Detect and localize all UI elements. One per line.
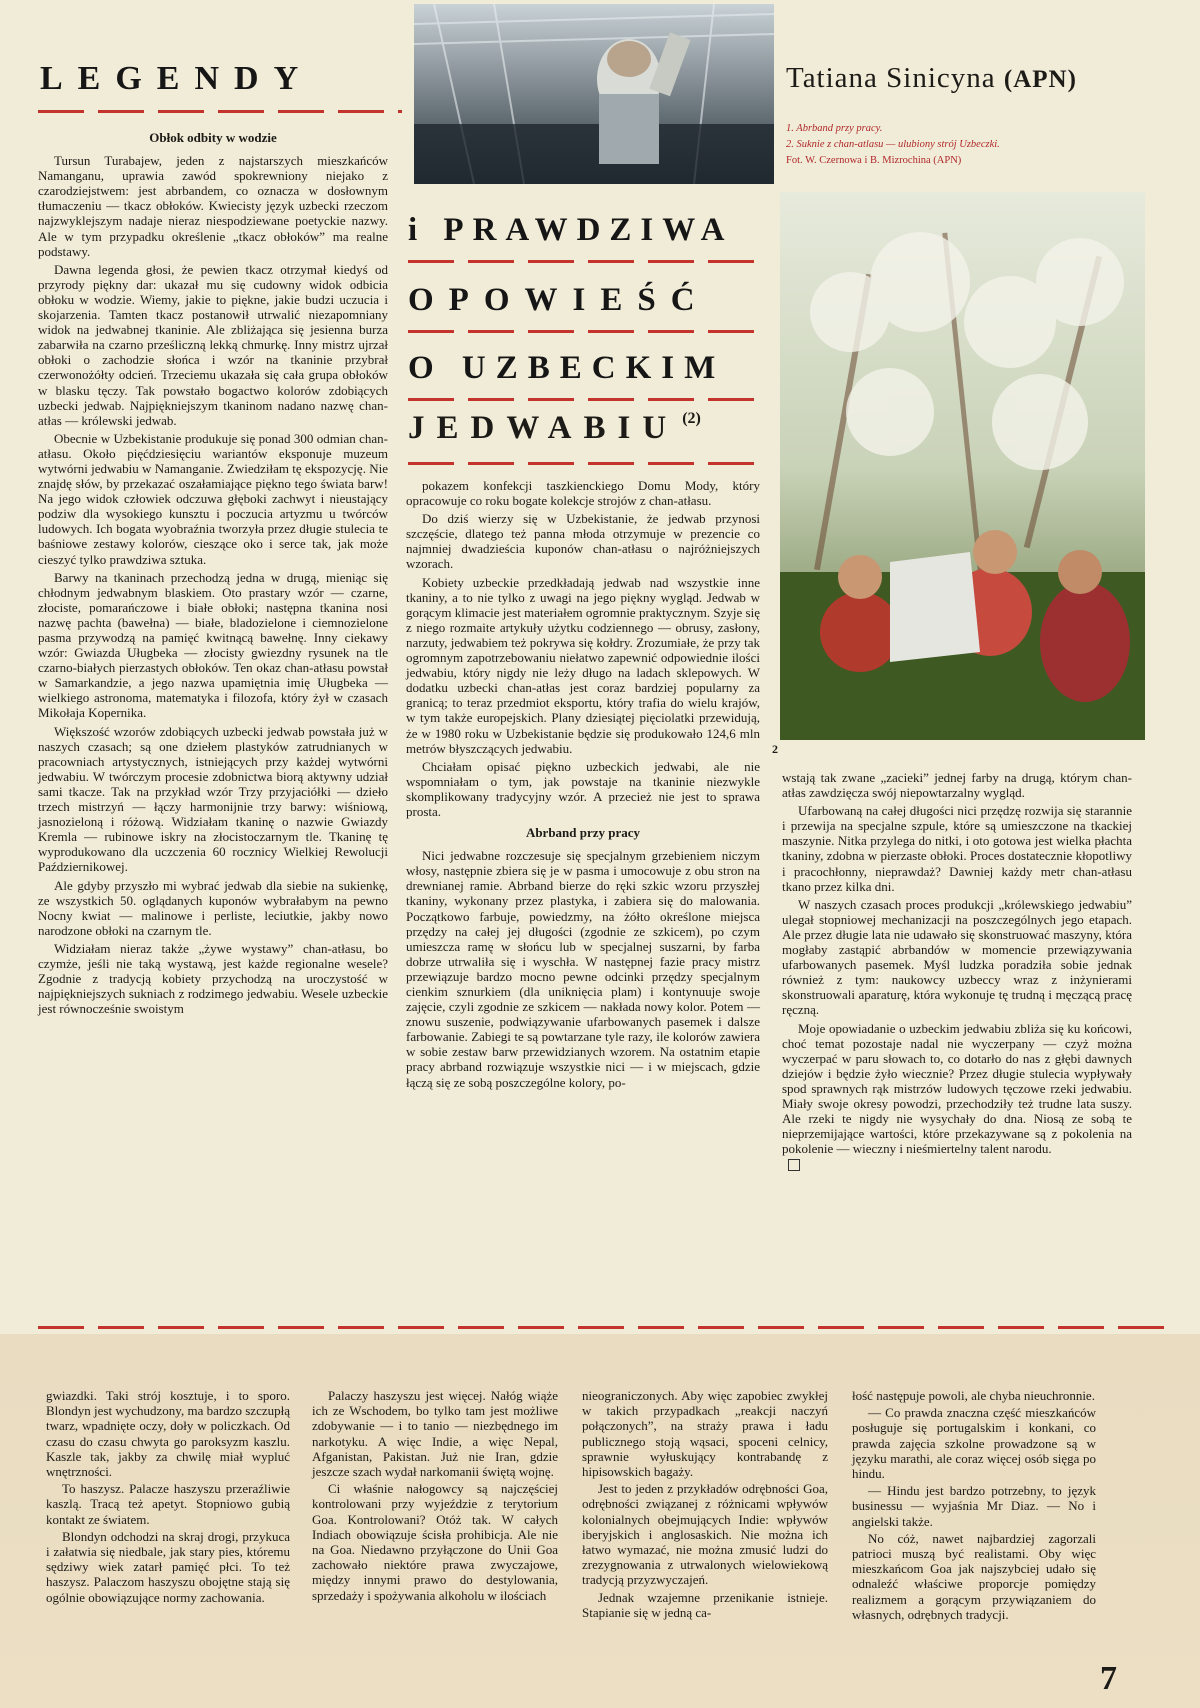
end-mark xyxy=(788,1159,800,1171)
title-line-3: O UZBECKIM xyxy=(408,350,726,386)
lower-column-4 xyxy=(852,1388,1096,1624)
lower-c1-p2: To haszysz. Palacze haszyszu przeraźliwie kaszlą. Tracą też apetyt. Stopniowo gubią kontakt ze światem. xyxy=(46,1481,290,1527)
col1-p5: Większość wzorów zdobiących uzbecki jedwab powstała już w naszych czasach; są one dziełem plastyków zatrudnianych w pracowniach artystycznych, istniejących przy każdej wytwórni jedwabiu. W twórczym procesie zdobnictwa biorą aktywny udział sami tkacze. Tak na przykład wzór Trzy przyjaciółki — dzieło trzech mistrzyń — łączy harmonijnie trzy barwy: wiśniową, jasnozieloną i różową. Widziałam tkaninę o nazwie Gwiazdy Kremla — rubinowe iskry na złocistoczarnym tle. Tkaninę tę wyprodukowano dla uczczenia 60 rocznicy Wielkiej Rewolucji Październikowej. xyxy=(38,723,388,875)
title-line-4: JEDWABIU xyxy=(408,410,679,446)
title-rule-3 xyxy=(408,398,768,401)
subhead-abrband: Abrband przy pracy xyxy=(525,825,641,841)
legendy-rule xyxy=(38,110,402,113)
title-rule-2 xyxy=(408,330,768,333)
title-rule-1 xyxy=(408,260,768,263)
lower-c2-p2: Ci właśnie nałogowcy są najczęściej kontrolowani przy wyjeździe z terytorium Goa. Kontrolowani? Otóż tak. W całych Indiach obowiązuje ścisła prohibicja. Ale nie na Goa. Niedawno przyłączone do Unii Goa zachowało niektóre prawa zwyczajowe, między innymi prawo do destylowania, sprzedaży i spożywania alkoholu w ilościach xyxy=(312,1481,558,1603)
lower-column-3 xyxy=(582,1388,828,1622)
lower-c4-p3: — Hindu jest bardzo potrzebny, to język businessu — wyjaśnia Mr Diaz. — No i angielski także. xyxy=(852,1483,1096,1529)
column-2 xyxy=(406,478,760,1093)
lower-c2-p1: Palaczy haszyszu jest więcej. Nałóg wiąże ich ze Wschodem, bo tylko tam jest możliwe zdobywanie — i to tanio — niezbędnego im narkotyku. A więc Indie, a więc Nepal, Afganistan, Pakistan. Już nie Iran, gdzie jeszcze szach wydał narkomanii świętą wojnę. xyxy=(312,1388,558,1480)
col1-p3: Obecnie w Uzbekistanie produkuje się ponad 300 odmian chan-atłasu. Około pięćdziesięciu wariantów eksponuje muzeum wytwórni jedwabiu w Namanganie. Zwiedziłam tę ekspozycję. Nie znajdę słów, by przekazać oszałamiające piękno tego świata barw! Na jego widok człowiek odczuwa głęboki zachwyt i nieustający podziw dla wysokiego kunsztu i poczucia artyzmu u twórców ludowych. Ich bogata wyobraźnia tworzyła przez długie stulecia te baśniowe zestawy kolorów, cieszące oko i serce tak, jak może cieszyć tylko prawdziwa sztuka. xyxy=(38,430,388,567)
author-line xyxy=(786,62,1077,95)
col1-p4: Barwy na tkaninach przechodzą jedna w drugą, mieniąc się chłodnym jedwabnym blaskiem. Oto prastary wzór — czarne, złociste, pomarańczowe i białe obłoki; następna tkanina nosi nazwę pachta (bawełna) — białe, bladozielone i ciemnozielone pasma przywodzą na pamięć kwitnącą bawełnę. Inny ciekawy wzór: Gwiazda Uługbeka — złocisty gwiezdny rysunek na tle czarno-białych pierzastych obłoków. Ten okaz chan-atłasu powstał w Samarkandzie, a jego nazwa upamiętnia imię Uługbeka — wielkiego astronoma, matematyka i filozofa, który żył w czasach Mikołaja Kopernika. xyxy=(38,569,388,721)
lower-c1-p3: Blondyn odchodzi na skraj drogi, przykuca i załatwia się niedbale, jak stary pies, któremu sędziwy wiek zatarł pamięć płci. To też haszysz. Palaczom haszyszu obojętne stają się ogólnie obowiązujące normy zachowania. xyxy=(46,1528,290,1605)
col2-p1: pokazem konfekcji taszkienckiego Domu Mody, który opracowuje co roku bogate kolekcje strojów z chan-atłasu. xyxy=(406,478,760,509)
title-part: (2) xyxy=(682,410,701,427)
lower-c4-p2: — Co prawda znaczna część mieszkańców posługuje się portugalskim i konkani, co prawda zajęcia szkolne prowadzone są w języku marathi, ale coraz więcej osób sięga po hindu. xyxy=(852,1405,1096,1482)
col1-p7: Widziałam nieraz także „żywe wystawy” chan-atłasu, bo czymże, jeśli nie taką wystawą, jest każde regionalne wesele? Zgodnie z tradycją kobiety przychodzą na uroczystość w najpiękniejszych sukniach z rodzimego jedwabiu. Wesele uzbeckie jest równocześnie swoistym xyxy=(38,940,388,1017)
subhead-oblok: Obłok odbity w wodzie xyxy=(149,130,277,145)
lower-c1-p1: gwiazdki. Taki strój kosztuje, i to sporo. Blondyn jest wychudzony, ma bardzo szczupłą twarz, wpadnięte oczy, doły w policzkach. Od czasu do czasu chwyta go paroksyzm kaszlu. Kaszle tak, jakby za chwilę miał wypluć wnętrzności. xyxy=(46,1388,290,1480)
page-number: 7 xyxy=(1100,1660,1117,1697)
lower-c3-p3: Jednak wzajemne przenikanie istnieje. Stapianie się w jedną ca- xyxy=(582,1589,828,1620)
author-agency: (APN) xyxy=(1003,66,1077,93)
legendy-heading: LEGENDY xyxy=(40,60,314,97)
col2-p5: Nici jedwabne rozczesuje się specjalnym grzebieniem niczym włosy, następnie zbiera się je w pasma i umocowuje z obu stron na drewnianej ramie. Abrband bierze do ręki szkic wzoru przyszłej tkaniny, wykonany przez plastyka, i zabiera się do malowania. Początkowo farbuje, powiedzmy, na żółto określone miejsca przędzy na całej jej długości (zgodnie ze szkicem), po czym umieszcza ramę w słońcu lub w specjalnej suszarni, by farba dobrze utrwaliła się i wyschła. W następnej fazie pracy mistrz przewiązuje bardzo mocno pewne odcinki przędzy specjalnym cienkim sznurkiem (dla uniknięcia plam) i kontynuuje swoje zajęcie, czyli zgodnie ze szkicem — nakłada nowy kolor. Potem — znowu suszenie, podwiązywanie ufarbowanych pasemek i dalsze farbowanie. Zabiegi te są powtarzane tyle razy, ile kolorów zawiera w sobie zestaw barw przewidzianych wzorem. Na ostatnim etapie pracy abrband rozwiązuje wszystkie nici — i w miejscach, gdzie łączą się ze sobą poszczególne kolory, po- xyxy=(406,848,760,1090)
photo-uzbek-women xyxy=(780,192,1145,740)
photo-abrband-image xyxy=(414,4,774,184)
title-line-2: OPOWIEŚĆ xyxy=(408,282,710,318)
photo2-number: 2 xyxy=(772,742,778,756)
col2-p2: Do dziś wierzy się w Uzbekistanie, że jedwab przynosi szczęście, dlatego też panna młoda otrzymuje w prezencie co najmniej dwadzieścia kuponów chan-atłasu o najróżniejszych wzorach. xyxy=(406,511,760,572)
caption-2: 2. Suknie z chan-atlasu — ulubiony strój Uzbeczki. xyxy=(786,139,1000,150)
lower-column-2 xyxy=(312,1388,558,1605)
caption-1: 1. Abrband przy pracy. xyxy=(786,123,883,134)
col2-p3: Kobiety uzbeckie przedkładają jedwab nad wszystkie inne tkaniny, a to nie tylko z uwagi na jego piękny wygląd. Jedwab w gorącym klimacie jest materiałem ogromnie praktycznym. Szyje się z niego rozmaite artykuły użytku codziennego — obrusy, zasłony, narzuty, jedwabiem też pokrywa się kołdry. Zrozumiałe, że przy tak ogromnym zapotrzebowaniu niełatwo zapewnić odpowiednie ilości jedwabiu, który nigdy nie leży długo na ladach sklepowych. W dodatku uzbecki chan-atłas jest coraz bardziej popularny za granicą; to teraz przedmiot eksportu, który trafia do wielu krajów, w tym także europejskich. Plany dziesiątej pięciolatki przewidują, że w 1980 roku w Uzbekistanie będzie się produkowało 124,6 mln metrów błyszczących jedwabiu. xyxy=(406,574,760,756)
title-line-1: i PRAWDZIWA xyxy=(408,212,734,248)
photo-abrband xyxy=(414,4,774,184)
lower-c3-p2: Jest to jeden z przykładów odrębności Goa, odrębności związanej z różnicami wpływów kolonialnych obejmujących Indie: wpływów iberyjskich i anglosaskich. Nie można ich łatwo wymazać, nie można zmusić ludzi do zrezygnowania z utrwalonych wielowiekową tradycją przyzwyczajeń. xyxy=(582,1481,828,1588)
title-rule-4 xyxy=(408,462,768,465)
col1-p6: Ale gdyby przyszło mi wybrać jedwab dla siebie na sukienkę, ze wszystkich 50. oglądanych kuponów wybrałabym na pewno Nocny kwiat — malinowe i perliste, leciutkie, jakby nowo narodzone obłoki na czarnym tle. xyxy=(38,877,388,938)
lower-c4-p4: No cóż, nawet najbardziej zagorzali patrioci muszą być realistami. Oby więc mieszkańcom Goa jak najszybciej udało się odnaleźć właściwe proporcje pomiędzy realizmem a gorącym przywiązaniem do własnych, odrębnych tradycji. xyxy=(852,1530,1096,1622)
title-line-4-wrap xyxy=(408,410,701,447)
col3-p3: W naszych czasach proces produkcji „królewskiego jedwabiu” ulegał stopniowej mechanizacji na poszczególnych jego etapach. Ale przez długie lata nie udawało się skonstruować maszyny, która mogłaby zastąpić abrbandów w momencie przewiązywania ufarbowanych pasemek. Myśl ludzka poradziła sobie jednak również z tym: naukowcy uzbeccy wraz z inżynierami skonstruowali aparaturę, która wykonuje tę trudną i męczącą pracę ręczną. xyxy=(782,896,1132,1018)
lower-column-1 xyxy=(46,1388,290,1607)
author-name: Tatiana Sinicyna xyxy=(786,62,996,94)
column-1 xyxy=(38,124,388,1019)
col1-p1: Tursun Turabajew, jeden z najstarszych mieszkańców Namanganu, uprawia zawód spokrewniony niejako z czarodziejstwem: jest abrbandem, co oznacza w dosłownym tłumaczeniu — tkacz obłoków. Kwiecisty język uzbecki rzeczom najzwyklejszym nadaje nieraz niespodziewane poetyckie nazwy. Ale w tym przypadku określenie „tkacz obłoków” ma realne podstawy. xyxy=(38,153,388,259)
col3-p4: Moje opowiadanie o uzbeckim jedwabiu zbliża się ku końcowi, choć temat pozostaje nadal nie wyczerpany — czyż można wyczerpać w paru słowach to, co dotarło do nas z głębi dawnych dziejów i będzie żyło wiecznie? Przez długie stulecia wypływały spod sprawnych rąk mistrzów ludowych tęczowe rzeki jedwabiu. Miały swoje okresy powodzi, przechodziły też trudne lata suszy. Ale rzeki te nigdy nie wysychały do dna. Niosą ze sobą te nieprzemijające wartości, które przekazywane są z pokolenia na pokolenie — wieczny i nieśmiertelny talent narodu. xyxy=(782,1020,1132,1157)
col3-p1: wstają tak zwane „zacieki” jednej farby na drugą, którym chan-atłas zawdzięcza swój niepowtarzalny wygląd. xyxy=(782,770,1132,801)
photo-uzbek-women-image xyxy=(780,192,1145,740)
caption-credit: Fot. W. Czernowa i B. Mizrochina (APN) xyxy=(786,155,962,166)
column-3 xyxy=(782,770,1132,1174)
col3-p2: Ufarbowaną na całej długości nici przędzę rozwija się starannie i przewija na specjalne szpule, które są umieszczone na tkackiej maszynie. Nitka przylega do nitki, i oto gotowa jest wielka płachta tkaniny, zdobna w pierzaste obłoki. Proces dostatecznie kłopotliwy i pracochłonny, nieprawdaż? Dawniej każdy metr chan-atłasu tkano przez kilka dni. xyxy=(782,803,1132,894)
lower-c4-p1: łość następuje powoli, ale chyba nieuchronnie. xyxy=(852,1388,1095,1403)
col1-p2: Dawna legenda głosi, że pewien tkacz otrzymał kiedyś od przyrody piękny dar: ukazał mu się cudowny widok odbicia obłoku w wodzie. Wiemy, jakie to piękne, jakie budzi uczucia i skojarzenia. Tamten tkacz postanowił utrwalić niezapomniany widok na jedwabnej tkaninie. Ale zbliżająca się jesienna burza zabarwiła na czarno prześliczną lekką chmurkę. Inny mistrz ujrzał obłoki o zachodzie słońca i wzór na tkaninie przybrał czerwonożółty odcień. Trzeciemu ukazała się cała grupa obłoków w blasku tęczy. Tak powstało bogactwo kolorów zdobiących uzbecki jedwab. Najpiękniejszym tkaninom nadano nazwę chan-atłas — królewski jedwab. xyxy=(38,261,388,428)
col2-p4: Chciałam opisać piękno uzbeckich jedwabi, ale nie wspomniałam o tym, jak powstaje na tkaninie niezwykle skomplikowany tradycyjny wzór. A przecież nie jest to sprawa prosta. xyxy=(406,758,760,819)
article-end-rule xyxy=(38,1326,1168,1329)
lower-c3-p1: nieograniczonych. Aby więc zapobiec zwykłej w takich przypadkach „reakcji naczyń połączonych”, na straży prawa i ładu publicznego stoją wąsaci, spoceni celnicy, sprawnie wyłuskujący kontrabandę z hipisowskich bagaży. xyxy=(582,1388,828,1480)
